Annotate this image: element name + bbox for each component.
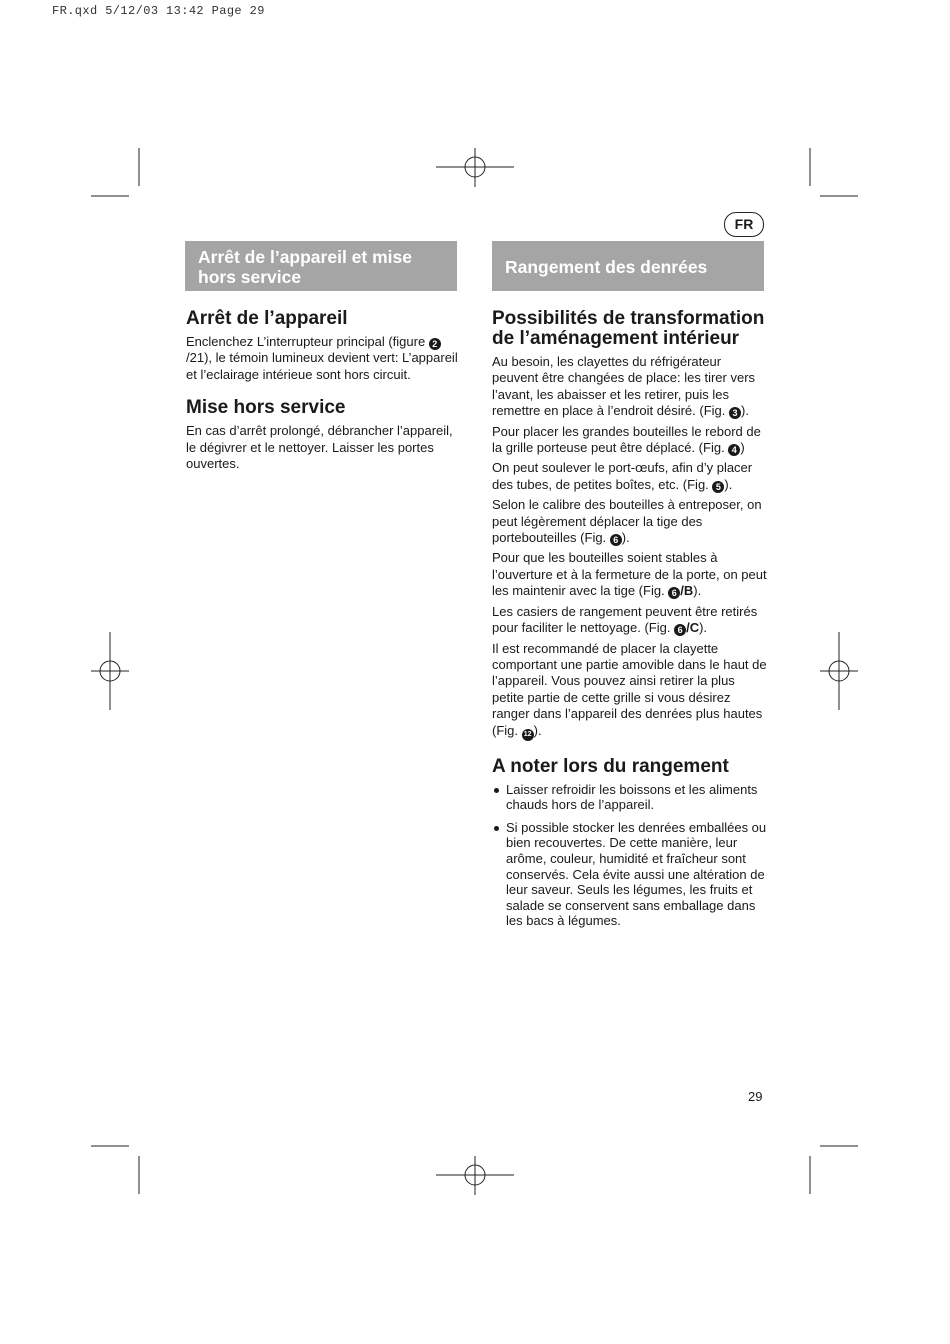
paragraph-clayettes <box>492 354 768 420</box>
print-slug: FR.qxd 5/12/03 13:42 Page 29 <box>52 4 265 18</box>
page-number: 29 <box>748 1089 763 1104</box>
figure-number: 5 <box>712 481 724 493</box>
figure-number: 4 <box>728 444 740 456</box>
figure-letter: /B <box>680 583 694 599</box>
figure-number: 6 <box>668 587 680 599</box>
figure-number: 6 <box>610 534 622 546</box>
text-run: ) <box>740 440 745 456</box>
paragraph-calibre <box>492 497 768 546</box>
paragraph-arret <box>186 334 458 383</box>
paragraph-stables <box>492 550 768 599</box>
right-column <box>492 309 768 936</box>
heading-possibilites: Possibilités de transformation de l’aménagement intérieur <box>492 308 765 349</box>
left-section-banner <box>185 241 457 291</box>
text-run: ). <box>741 403 749 419</box>
figure-number: 6 <box>674 624 686 636</box>
heading-a-noter: A noter lors du rangement <box>492 755 729 777</box>
text-run: On peut soulever le port-œufs, afin d’y placer des tubes, de petites boîtes, etc. (Fig. <box>492 460 753 492</box>
text-run: ). <box>699 620 708 636</box>
right-banner-title: Rangement des denrées <box>505 257 708 277</box>
text-run: Selon le calibre des bouteilles à entreposer, on peut légèrement déplacer la tige des portebouteilles (Fig. <box>492 497 762 546</box>
text-run: Les casiers de rangement peuvent être retirés pour faciliter le nettoyage. (Fig. <box>492 603 758 636</box>
text-run: Pour placer les grandes bouteilles le rebord de la grille porteuse peut être déplacé. (Fig. <box>492 423 761 456</box>
left-column <box>186 309 458 476</box>
text-run: /21), le témoin lumineux devient vert: L’appareil et l’eclairage intérieue sont hors circuit. <box>186 350 458 382</box>
text-run: Il est recommandé de placer la clayette comportant une partie amovible dans le haut de l’appareil. Vous pouvez ainsi retirer la plus petite partie de cette grille si vous désirez ranger dans l’appareil des denrées plus hautes (Fig. <box>492 640 767 738</box>
text-run: Au besoin, les clayettes du réfrigérateur peuvent être changées de place: les tirer vers l’avant, les abaisser et les retirer, puis les remettre en place à l’endroit désiré. (Fig. <box>492 354 756 419</box>
text-run: ). <box>533 722 542 738</box>
paragraph-mise-hors-service: En cas d’arrêt prolongé, débrancher l’appareil, le dégivrer et le nettoyer. Laisser les portes ouvertes. <box>186 423 453 472</box>
text-run: Pour que les bouteilles soient stables à l’ouverture et à la fermeture de la porte, on peut les maintenir avec la tige (Fig. <box>492 550 767 599</box>
list-item: Laisser refroidir les boissons et les aliments chauds hors de l’appareil. <box>492 782 768 813</box>
right-section-banner <box>492 241 764 291</box>
text-run: Enclenchez L’interrupteur principal (figure <box>186 334 429 349</box>
figure-number: 3 <box>729 407 741 419</box>
text-run: ). <box>693 583 702 599</box>
figure-number: 12 <box>522 729 534 741</box>
paragraph-grandes-bouteilles <box>492 424 768 457</box>
list-item: Si possible stocker les denrées emballées ou bien recouvertes. De cette manière, leur arôme, couleur, humidité et fraîcheur sont conservés. Cela évite aussi une altération de leur saveur. Seuls les légumes, les fruits et salade se conservent sans emballage dans les bacs à légumes. <box>492 820 768 929</box>
heading-arret: Arrêt de l’appareil <box>186 308 348 329</box>
storage-tips-list <box>492 782 768 929</box>
text-run: ). <box>621 530 630 546</box>
figure-number: 2 <box>429 338 441 350</box>
text-run: ). <box>724 476 733 492</box>
language-badge: FR <box>724 212 764 237</box>
paragraph-clayette-amovible <box>492 641 768 741</box>
heading-mise-hors-service: Mise hors service <box>186 397 346 419</box>
paragraph-port-oeufs <box>492 460 768 493</box>
left-banner-title: Arrêt de l’appareil et mise hors service <box>198 247 412 287</box>
paragraph-casiers <box>492 604 768 637</box>
figure-letter: /C <box>686 620 700 636</box>
